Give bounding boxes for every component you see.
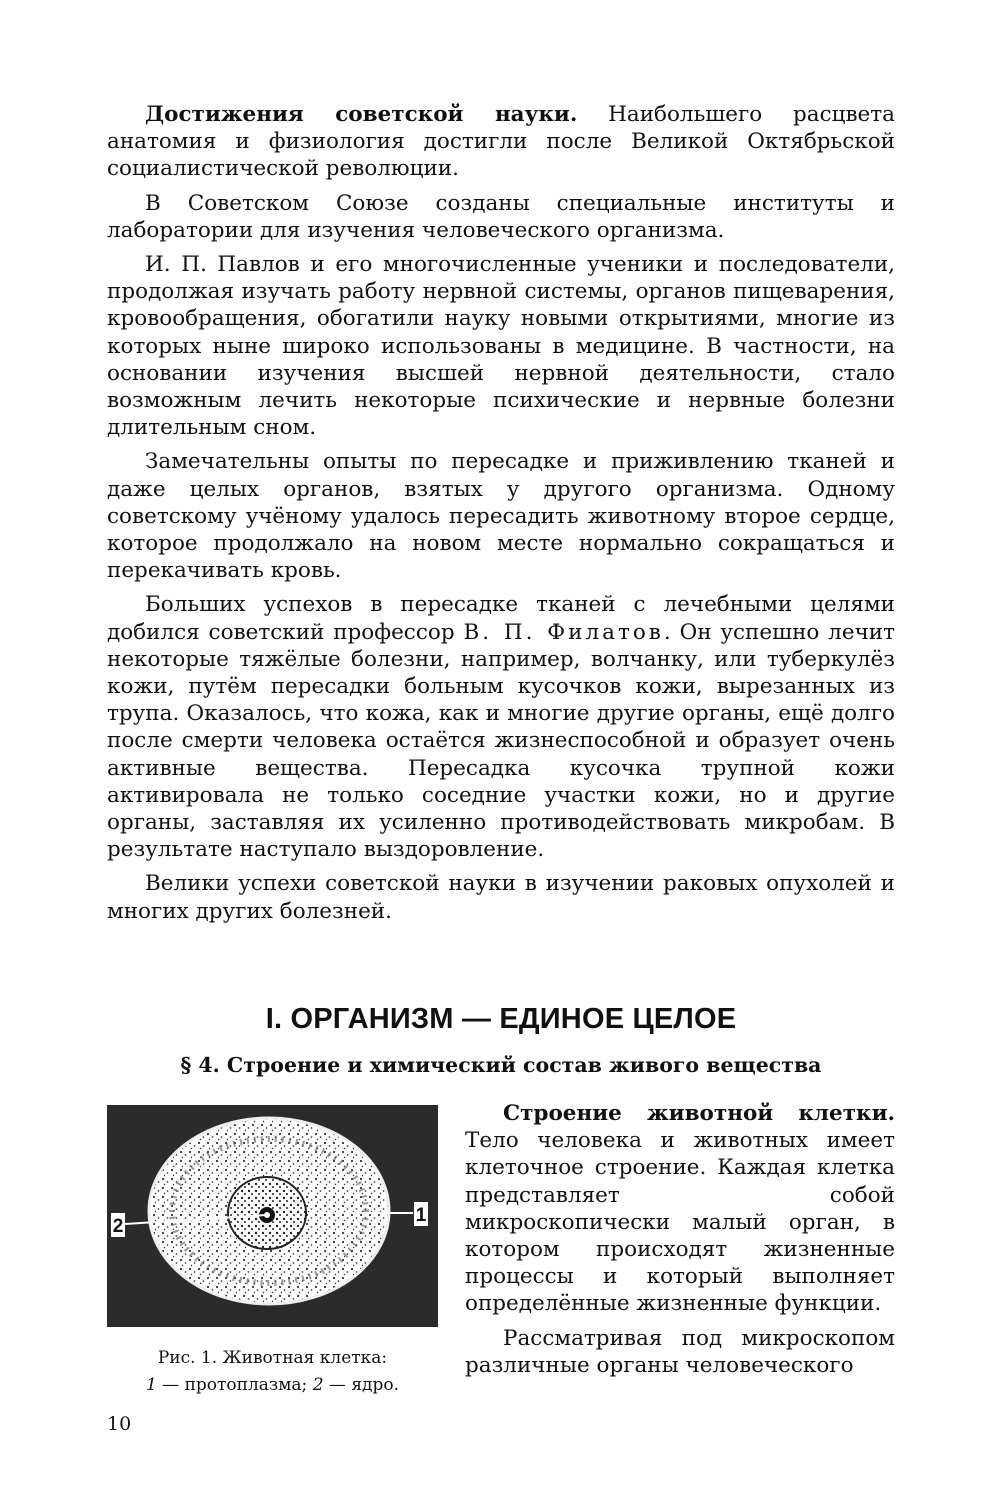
person-name: В. П. Филатов [463,619,664,645]
paragraph-text: Больших успехов в пересадке тканей с лечебными целями добился советский профессор [107,592,895,645]
paragraph-5 [107,591,895,863]
label-2: 2 [112,1216,124,1237]
page-number: 10 [107,1413,132,1435]
caption-title: Рис. 1. Животная клетка: [157,1348,388,1368]
paragraph-2 [107,190,895,244]
caption-number: 1 [145,1375,157,1395]
figure-caption [107,1345,438,1399]
chapter-title: I. ОРГАНИЗМ — ЕДИНОЕ ЦЕЛОЕ [265,1003,737,1035]
paragraph-6 [107,870,895,924]
cell-illustration [107,1105,438,1327]
paragraph-1 [107,101,895,183]
right-column-text [465,1100,895,1386]
right-paragraph-2 [465,1325,895,1379]
paragraph-4 [107,448,895,584]
paragraph-text: Тело человека и животных имеет клеточное строение. Каждая клетка представляет собой микроскопически малый орган, в котором происходят жизненные процессы и который выполняет определённые жизненные функции. [465,1128,895,1317]
paragraph-text: Замечательны опыты по пересадке и приживлению тканей и даже целых органов, взятых у другого организма. Одному советскому учёному удалось пересадить животному второе сердце, которое продолжало на новом месте нормально сокращаться и перекачивать кровь. [107,449,895,584]
paragraph-text: В Советском Союзе созданы специальные институты и лаборатории для изучения человеческого организма. [107,190,895,243]
caption-text: — ядро. [323,1375,400,1395]
paragraph-text: Наибольшего расцвета анатомия и физиология достигли после Великой Октябрьской социалистической революции. [107,102,895,182]
label-1: 1 [415,1205,427,1226]
paragraph-heading: Строение животной клетки. [503,1101,895,1126]
cell-figure [107,1105,438,1327]
caption-text: — протоплазма; [156,1375,313,1395]
section-title: § 4. Строение и химический состав живого вещества [180,1053,822,1077]
caption-legend [107,1372,438,1399]
main-text [107,101,895,932]
paragraph-text: Рассматривая под микроскопом различные органы человеческого [465,1325,895,1378]
paragraph-heading: Достижения советской науки. [145,102,578,127]
paragraph-text: И. П. Павлов и его многочисленные ученики и последователи, продолжая изучать работу нервной системы, органов пищеварения, кровообращения, обогатили науку новыми открытиями, многие из которых ныне широко использованы в медицине. В частности, на основании изучения высшей нервной деятельности, стало возможным лечить некоторые психические и нервные болезни длительным сном. [107,252,895,441]
caption-number: 2 [312,1375,324,1395]
paragraph-text: . Он успешно лечит некоторые тяжёлые болезни, например, волчанку, или туберкулёз кожи, путём пересадки больным кусочков кожи, вырезанных из трупа. Оказалось, что кожа, как и многие другие органы, ещё долго после смерти человека остаётся жизнеспособной и образует очень активные вещества. Пересадка кусочка трупной кожи активировала не только соседние участки кожи, но и другие органы, заставляя их усиленно противодействовать микробам. В результате наступало выздоровление. [107,619,896,863]
paragraph-text: Велики успехи советской науки в изучении раковых опухолей и многих других болезней. [107,871,895,924]
right-paragraph-1 [465,1100,895,1318]
paragraph-3 [107,251,895,441]
